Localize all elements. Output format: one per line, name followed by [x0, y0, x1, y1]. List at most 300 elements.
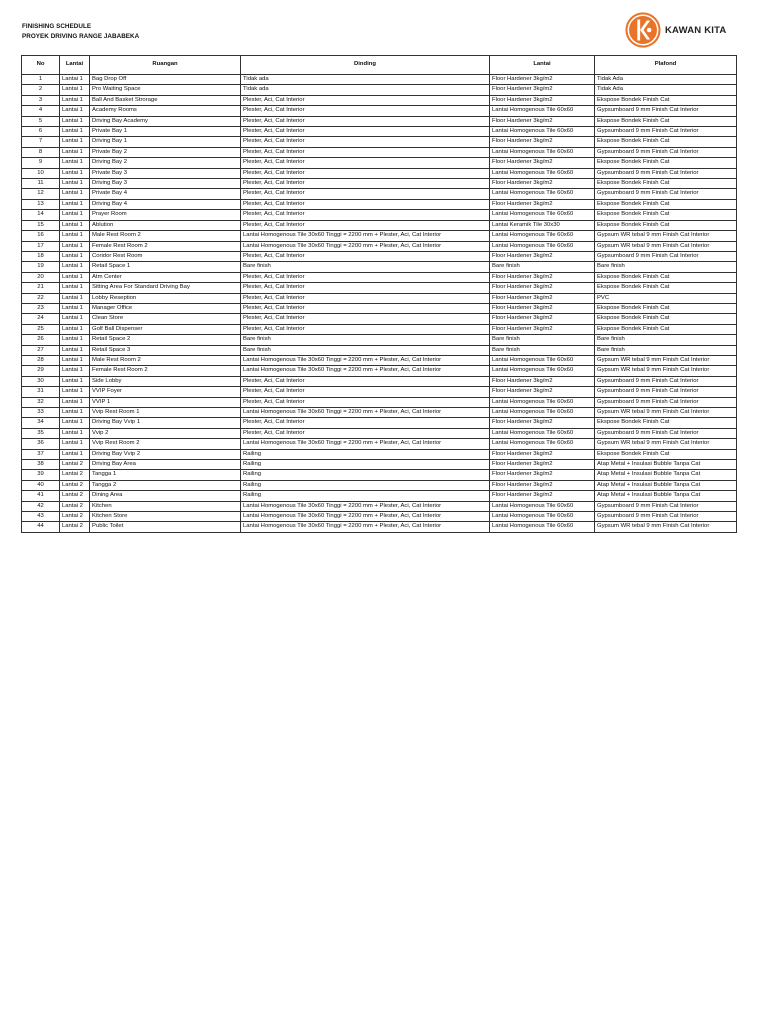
cell-lantai: Lantai 1 — [60, 95, 90, 105]
cell-lantai-finish: Floor Hardener 3kg/m2 — [490, 85, 595, 95]
cell-no: 44 — [22, 522, 60, 532]
table-row — [22, 408, 737, 418]
kawan-kita-logo-icon — [624, 11, 662, 49]
cell-lantai-finish: Lantai Homogenous Tile 60x60 — [490, 355, 595, 365]
cell-dinding: Railing — [241, 460, 490, 470]
cell-ruangan: Side Lobby — [90, 376, 241, 386]
cell-lantai: Lantai 1 — [60, 231, 90, 241]
table-row — [22, 460, 737, 470]
table-row — [22, 251, 737, 261]
cell-ruangan: Coridor Rest Room — [90, 251, 241, 261]
table-body — [22, 75, 737, 533]
cell-no: 12 — [22, 189, 60, 199]
table-row — [22, 355, 737, 365]
cell-lantai: Lantai 1 — [60, 75, 90, 85]
cell-dinding: Bare finish — [241, 345, 490, 355]
cell-plafond: Gypsumboard 9 mm Finish Cat Interior — [595, 147, 737, 157]
column-header-no: No — [22, 56, 60, 75]
cell-lantai: Lantai 1 — [60, 262, 90, 272]
cell-lantai: Lantai 1 — [60, 158, 90, 168]
cell-ruangan: Tangga 2 — [90, 480, 241, 490]
cell-lantai: Lantai 1 — [60, 179, 90, 189]
cell-lantai: Lantai 1 — [60, 293, 90, 303]
cell-lantai-finish: Floor Hardener 3kg/m2 — [490, 387, 595, 397]
cell-lantai: Lantai 2 — [60, 470, 90, 480]
cell-no: 7 — [22, 137, 60, 147]
cell-ruangan: Public Toilet — [90, 522, 241, 532]
table-row — [22, 376, 737, 386]
cell-ruangan: Vvip 2 — [90, 428, 241, 438]
cell-lantai-finish: Bare finish — [490, 345, 595, 355]
cell-lantai: Lantai 1 — [60, 439, 90, 449]
cell-lantai-finish: Lantai Homogenous Tile 60x60 — [490, 168, 595, 178]
cell-lantai: Lantai 1 — [60, 324, 90, 334]
cell-dinding: Plester, Aci, Cat Interior — [241, 147, 490, 157]
column-header-lantai-finish: Lantai — [490, 56, 595, 75]
cell-plafond: Ekspose Bondek Finish Cat — [595, 283, 737, 293]
cell-lantai: Lantai 1 — [60, 199, 90, 209]
cell-dinding: Plester, Aci, Cat Interior — [241, 251, 490, 261]
column-header-plafond: Plafond — [595, 56, 737, 75]
cell-dinding: Plester, Aci, Cat Interior — [241, 189, 490, 199]
cell-dinding: Plester, Aci, Cat Interior — [241, 303, 490, 313]
table-row — [22, 189, 737, 199]
table-row — [22, 428, 737, 438]
table-row — [22, 418, 737, 428]
cell-dinding: Lantai Homogenous Tile 30x60 Tinggi = 2200 mm + Plester, Aci, Cat Interior — [241, 512, 490, 522]
table-header-row — [22, 56, 737, 75]
cell-no: 5 — [22, 116, 60, 126]
cell-plafond: Gypsumboard 9 mm Finish Cat Interior — [595, 512, 737, 522]
cell-lantai: Lantai 1 — [60, 449, 90, 459]
cell-plafond: Ekspose Bondek Finish Cat — [595, 272, 737, 282]
cell-dinding: Plester, Aci, Cat Interior — [241, 179, 490, 189]
table-row — [22, 449, 737, 459]
cell-no: 40 — [22, 480, 60, 490]
cell-no: 33 — [22, 408, 60, 418]
cell-ruangan: Academy Rooms — [90, 106, 241, 116]
cell-dinding: Plester, Aci, Cat Interior — [241, 127, 490, 137]
cell-lantai: Lantai 2 — [60, 522, 90, 532]
cell-no: 15 — [22, 220, 60, 230]
title-line-2: PROYEK DRIVING RANGE JABABEKA — [22, 33, 140, 40]
cell-ruangan: Retail Space 1 — [90, 262, 241, 272]
table-row — [22, 293, 737, 303]
table-row — [22, 439, 737, 449]
cell-no: 9 — [22, 158, 60, 168]
table-row — [22, 231, 737, 241]
cell-lantai: Lantai 1 — [60, 116, 90, 126]
cell-lantai: Lantai 2 — [60, 512, 90, 522]
cell-no: 18 — [22, 251, 60, 261]
cell-lantai: Lantai 2 — [60, 491, 90, 501]
cell-ruangan: Male Rest Room 2 — [90, 355, 241, 365]
cell-lantai: Lantai 1 — [60, 355, 90, 365]
cell-lantai-finish: Floor Hardener 3kg/m2 — [490, 116, 595, 126]
cell-lantai-finish: Lantai Homogenous Tile 60x60 — [490, 127, 595, 137]
table-row — [22, 85, 737, 95]
table-row — [22, 314, 737, 324]
cell-plafond: Ekspose Bondek Finish Cat — [595, 314, 737, 324]
cell-lantai: Lantai 1 — [60, 345, 90, 355]
table-row — [22, 303, 737, 313]
cell-ruangan: Driving Bay Academy — [90, 116, 241, 126]
table-row — [22, 220, 737, 230]
cell-lantai: Lantai 1 — [60, 387, 90, 397]
cell-plafond: Tidak Ada — [595, 85, 737, 95]
table-row — [22, 480, 737, 490]
cell-plafond: Ekspose Bondek Finish Cat — [595, 158, 737, 168]
cell-no: 11 — [22, 179, 60, 189]
table-row — [22, 470, 737, 480]
cell-lantai-finish: Floor Hardener 3kg/m2 — [490, 303, 595, 313]
cell-dinding: Lantai Homogenous Tile 30x60 Tinggi = 2200 mm + Plester, Aci, Cat Interior — [241, 439, 490, 449]
cell-dinding: Plester, Aci, Cat Interior — [241, 137, 490, 147]
cell-dinding: Tidak ada — [241, 75, 490, 85]
cell-no: 21 — [22, 283, 60, 293]
cell-lantai-finish: Lantai Homogenous Tile 60x60 — [490, 501, 595, 511]
cell-dinding: Plester, Aci, Cat Interior — [241, 199, 490, 209]
cell-lantai-finish: Floor Hardener 3kg/m2 — [490, 95, 595, 105]
cell-plafond: Gypsum WR tebal 9 mm Finish Cat Interior — [595, 241, 737, 251]
cell-lantai: Lantai 1 — [60, 127, 90, 137]
cell-ruangan: Private Bay 2 — [90, 147, 241, 157]
cell-lantai-finish: Floor Hardener 3kg/m2 — [490, 314, 595, 324]
cell-ruangan: Male Rest Room 2 — [90, 231, 241, 241]
cell-lantai-finish: Floor Hardener 3kg/m2 — [490, 251, 595, 261]
cell-plafond: Atap Metal + Insulasi Bubble Tanpa Cat — [595, 480, 737, 490]
table-row — [22, 491, 737, 501]
cell-no: 42 — [22, 501, 60, 511]
cell-lantai-finish: Floor Hardener 3kg/m2 — [490, 449, 595, 459]
cell-lantai-finish: Lantai Homogenous Tile 60x60 — [490, 397, 595, 407]
cell-ruangan: Bag Drop Off — [90, 75, 241, 85]
cell-lantai-finish: Lantai Homogenous Tile 60x60 — [490, 428, 595, 438]
cell-lantai: Lantai 1 — [60, 272, 90, 282]
cell-ruangan: Driving Bay 3 — [90, 179, 241, 189]
cell-ruangan: Golf Ball Dispenser — [90, 324, 241, 334]
cell-plafond: Ekspose Bondek Finish Cat — [595, 418, 737, 428]
cell-no: 34 — [22, 418, 60, 428]
cell-dinding: Plester, Aci, Cat Interior — [241, 324, 490, 334]
cell-ruangan: Driving Bay Vvip 1 — [90, 418, 241, 428]
table-row — [22, 137, 737, 147]
cell-no: 24 — [22, 314, 60, 324]
cell-lantai: Lantai 1 — [60, 251, 90, 261]
cell-ruangan: Retail Space 2 — [90, 335, 241, 345]
cell-dinding: Plester, Aci, Cat Interior — [241, 376, 490, 386]
table-row — [22, 501, 737, 511]
cell-plafond: Ekspose Bondek Finish Cat — [595, 303, 737, 313]
cell-lantai-finish: Floor Hardener 3kg/m2 — [490, 179, 595, 189]
cell-no: 16 — [22, 231, 60, 241]
cell-lantai: Lantai 1 — [60, 283, 90, 293]
cell-dinding: Lantai Homogenous Tile 30x60 Tinggi = 2200 mm + Plester, Aci, Cat Interior — [241, 241, 490, 251]
cell-ruangan: Kitchen — [90, 501, 241, 511]
cell-dinding: Plester, Aci, Cat Interior — [241, 210, 490, 220]
cell-lantai: Lantai 1 — [60, 241, 90, 251]
cell-dinding: Plester, Aci, Cat Interior — [241, 293, 490, 303]
cell-dinding: Railing — [241, 470, 490, 480]
cell-dinding: Plester, Aci, Cat Interior — [241, 220, 490, 230]
table-row — [22, 272, 737, 282]
cell-ruangan: Retail Space 3 — [90, 345, 241, 355]
cell-lantai-finish: Floor Hardener 3kg/m2 — [490, 470, 595, 480]
cell-dinding: Plester, Aci, Cat Interior — [241, 397, 490, 407]
cell-plafond: Gypsumboard 9 mm Finish Cat Interior — [595, 127, 737, 137]
cell-ruangan: Ablution — [90, 220, 241, 230]
cell-ruangan: Manager Office — [90, 303, 241, 313]
cell-lantai: Lantai 1 — [60, 137, 90, 147]
table-row — [22, 397, 737, 407]
cell-plafond: Gypsumboard 9 mm Finish Cat Interior — [595, 397, 737, 407]
cell-ruangan: Driving Bay Area — [90, 460, 241, 470]
cell-no: 23 — [22, 303, 60, 313]
cell-no: 29 — [22, 366, 60, 376]
cell-no: 31 — [22, 387, 60, 397]
cell-plafond: Gypsumboard 9 mm Finish Cat Interior — [595, 106, 737, 116]
cell-plafond: Bare finish — [595, 262, 737, 272]
table-row — [22, 199, 737, 209]
cell-plafond: Ekspose Bondek Finish Cat — [595, 95, 737, 105]
column-header-dinding: Dinding — [241, 56, 490, 75]
cell-ruangan: Driving Bay Vvip 2 — [90, 449, 241, 459]
table-row — [22, 95, 737, 105]
cell-plafond: Atap Metal + Insulasi Bubble Tanpa Cat — [595, 470, 737, 480]
cell-ruangan: Kitchen Store — [90, 512, 241, 522]
cell-dinding: Plester, Aci, Cat Interior — [241, 387, 490, 397]
cell-no: 27 — [22, 345, 60, 355]
cell-dinding: Railing — [241, 449, 490, 459]
cell-dinding: Lantai Homogenous Tile 30x60 Tinggi = 2200 mm + Plester, Aci, Cat Interior — [241, 355, 490, 365]
cell-lantai-finish: Floor Hardener 3kg/m2 — [490, 376, 595, 386]
cell-dinding: Lantai Homogenous Tile 30x60 Tinggi = 2200 mm + Plester, Aci, Cat Interior — [241, 231, 490, 241]
cell-dinding: Plester, Aci, Cat Interior — [241, 95, 490, 105]
cell-no: 13 — [22, 199, 60, 209]
cell-dinding: Plester, Aci, Cat Interior — [241, 418, 490, 428]
cell-no: 28 — [22, 355, 60, 365]
table-row — [22, 179, 737, 189]
cell-dinding: Plester, Aci, Cat Interior — [241, 168, 490, 178]
cell-lantai-finish: Floor Hardener 3kg/m2 — [490, 199, 595, 209]
cell-lantai: Lantai 1 — [60, 147, 90, 157]
table-row — [22, 387, 737, 397]
cell-dinding: Railing — [241, 480, 490, 490]
cell-lantai-finish: Lantai Homogenous Tile 60x60 — [490, 439, 595, 449]
cell-plafond: Gypsum WR tebal 9 mm Finish Cat Interior — [595, 522, 737, 532]
cell-lantai: Lantai 1 — [60, 220, 90, 230]
cell-plafond: Tidak Ada — [595, 75, 737, 85]
table-row — [22, 522, 737, 532]
cell-dinding: Plester, Aci, Cat Interior — [241, 272, 490, 282]
title-line-1: FINISHING SCHEDULE — [22, 23, 92, 30]
cell-lantai-finish: Lantai Homogenous Tile 60x60 — [490, 147, 595, 157]
cell-lantai: Lantai 1 — [60, 85, 90, 95]
cell-no: 4 — [22, 106, 60, 116]
cell-lantai: Lantai 1 — [60, 303, 90, 313]
table-row — [22, 283, 737, 293]
cell-ruangan: Lobby Reseption — [90, 293, 241, 303]
cell-dinding: Lantai Homogenous Tile 30x60 Tinggi = 2200 mm + Plester, Aci, Cat Interior — [241, 366, 490, 376]
cell-ruangan: Ball And Basket Strorage — [90, 95, 241, 105]
cell-lantai: Lantai 1 — [60, 397, 90, 407]
cell-no: 38 — [22, 460, 60, 470]
cell-ruangan: Clean Store — [90, 314, 241, 324]
cell-no: 1 — [22, 75, 60, 85]
cell-ruangan: Sitting Area For Standard Driving Bay — [90, 283, 241, 293]
cell-plafond: Atap Metal + Insulasi Bubble Tanpa Cat — [595, 460, 737, 470]
table-row — [22, 75, 737, 85]
cell-ruangan: Driving Bay 4 — [90, 199, 241, 209]
table-row — [22, 366, 737, 376]
cell-dinding: Lantai Homogenous Tile 30x60 Tinggi = 2200 mm + Plester, Aci, Cat Interior — [241, 501, 490, 511]
table-row — [22, 241, 737, 251]
cell-lantai: Lantai 2 — [60, 480, 90, 490]
cell-lantai-finish: Floor Hardener 3kg/m2 — [490, 324, 595, 334]
cell-no: 14 — [22, 210, 60, 220]
cell-plafond: Gypsum WR tebal 9 mm Finish Cat Interior — [595, 366, 737, 376]
cell-lantai: Lantai 1 — [60, 335, 90, 345]
cell-lantai-finish: Bare finish — [490, 335, 595, 345]
cell-ruangan: Female Rest Room 2 — [90, 241, 241, 251]
cell-lantai-finish: Lantai Homogenous Tile 60x60 — [490, 106, 595, 116]
table-row — [22, 116, 737, 126]
cell-plafond: Gypsum WR tebal 9 mm Finish Cat Interior — [595, 231, 737, 241]
cell-lantai: Lantai 1 — [60, 366, 90, 376]
cell-lantai: Lantai 2 — [60, 501, 90, 511]
cell-no: 39 — [22, 470, 60, 480]
cell-plafond: Gypsum WR tebal 9 mm Finish Cat Interior — [595, 439, 737, 449]
cell-no: 25 — [22, 324, 60, 334]
cell-lantai-finish: Floor Hardener 3kg/m2 — [490, 283, 595, 293]
cell-lantai-finish: Lantai Keramik Tile 30x30 — [490, 220, 595, 230]
cell-ruangan: Atm Center — [90, 272, 241, 282]
cell-no: 30 — [22, 376, 60, 386]
cell-lantai-finish: Lantai Homogenous Tile 60x60 — [490, 231, 595, 241]
cell-no: 19 — [22, 262, 60, 272]
cell-dinding: Plester, Aci, Cat Interior — [241, 428, 490, 438]
cell-plafond: Gypsumboard 9 mm Finish Cat Interior — [595, 189, 737, 199]
cell-ruangan: Female Rest Room 2 — [90, 366, 241, 376]
cell-plafond: Gypsumboard 9 mm Finish Cat Interior — [595, 376, 737, 386]
cell-dinding: Bare finish — [241, 262, 490, 272]
cell-lantai: Lantai 2 — [60, 460, 90, 470]
cell-lantai-finish: Bare finish — [490, 262, 595, 272]
cell-dinding: Plester, Aci, Cat Interior — [241, 106, 490, 116]
cell-ruangan: Prayer Room — [90, 210, 241, 220]
cell-lantai: Lantai 1 — [60, 210, 90, 220]
logo-text: KAWAN KITA — [665, 24, 727, 36]
finishing-schedule-table — [21, 55, 737, 533]
cell-plafond: PVC — [595, 293, 737, 303]
cell-no: 26 — [22, 335, 60, 345]
cell-no: 35 — [22, 428, 60, 438]
table-row — [22, 210, 737, 220]
cell-plafond: Gypsumboard 9 mm Finish Cat Interior — [595, 168, 737, 178]
cell-lantai-finish: Floor Hardener 3kg/m2 — [490, 418, 595, 428]
cell-no: 22 — [22, 293, 60, 303]
cell-plafond: Ekspose Bondek Finish Cat — [595, 220, 737, 230]
cell-ruangan: Private Bay 4 — [90, 189, 241, 199]
cell-ruangan: Vvip Rest Room 2 — [90, 439, 241, 449]
cell-lantai: Lantai 1 — [60, 428, 90, 438]
cell-ruangan: Driving Bay 2 — [90, 158, 241, 168]
table-row — [22, 335, 737, 345]
cell-ruangan: VVIP Foyer — [90, 387, 241, 397]
cell-no: 17 — [22, 241, 60, 251]
table-row — [22, 127, 737, 137]
cell-no: 10 — [22, 168, 60, 178]
cell-lantai-finish: Floor Hardener 3kg/m2 — [490, 75, 595, 85]
cell-no: 32 — [22, 397, 60, 407]
table-row — [22, 147, 737, 157]
cell-lantai-finish: Lantai Homogenous Tile 60x60 — [490, 512, 595, 522]
cell-lantai-finish: Floor Hardener 3kg/m2 — [490, 293, 595, 303]
cell-no: 2 — [22, 85, 60, 95]
cell-plafond: Gypsum WR tebal 9 mm Finish Cat Interior — [595, 408, 737, 418]
cell-plafond: Bare finish — [595, 335, 737, 345]
cell-dinding: Lantai Homogenous Tile 30x60 Tinggi = 2200 mm + Plester, Aci, Cat Interior — [241, 408, 490, 418]
cell-lantai-finish: Floor Hardener 3kg/m2 — [490, 480, 595, 490]
cell-plafond: Gypsumboard 9 mm Finish Cat Interior — [595, 251, 737, 261]
cell-lantai-finish: Lantai Homogenous Tile 60x60 — [490, 189, 595, 199]
table-row — [22, 262, 737, 272]
cell-dinding: Plester, Aci, Cat Interior — [241, 158, 490, 168]
cell-plafond: Ekspose Bondek Finish Cat — [595, 210, 737, 220]
cell-plafond: Ekspose Bondek Finish Cat — [595, 116, 737, 126]
cell-no: 36 — [22, 439, 60, 449]
cell-ruangan: Private Bay 1 — [90, 127, 241, 137]
cell-dinding: Lantai Homogenous Tile 30x60 Tinggi = 2200 mm + Plester, Aci, Cat Interior — [241, 522, 490, 532]
cell-plafond: Ekspose Bondek Finish Cat — [595, 179, 737, 189]
table-row — [22, 345, 737, 355]
cell-lantai-finish: Floor Hardener 3kg/m2 — [490, 158, 595, 168]
cell-lantai-finish: Lantai Homogenous Tile 60x60 — [490, 408, 595, 418]
cell-no: 8 — [22, 147, 60, 157]
cell-ruangan: VVIP 1 — [90, 397, 241, 407]
cell-plafond: Ekspose Bondek Finish Cat — [595, 199, 737, 209]
cell-lantai-finish: Floor Hardener 3kg/m2 — [490, 272, 595, 282]
cell-no: 3 — [22, 95, 60, 105]
cell-no: 41 — [22, 491, 60, 501]
table-row — [22, 106, 737, 116]
cell-dinding: Bare finish — [241, 335, 490, 345]
cell-no: 6 — [22, 127, 60, 137]
table-row — [22, 512, 737, 522]
cell-no: 37 — [22, 449, 60, 459]
cell-lantai-finish: Floor Hardener 3kg/m2 — [490, 460, 595, 470]
cell-lantai-finish: Lantai Homogenous Tile 60x60 — [490, 522, 595, 532]
cell-plafond: Bare finish — [595, 345, 737, 355]
cell-lantai: Lantai 1 — [60, 189, 90, 199]
cell-ruangan: Vvip Rest Room 1 — [90, 408, 241, 418]
cell-plafond: Gypsumboard 9 mm Finish Cat Interior — [595, 428, 737, 438]
cell-lantai: Lantai 1 — [60, 418, 90, 428]
cell-dinding: Plester, Aci, Cat Interior — [241, 314, 490, 324]
cell-lantai-finish: Lantai Homogenous Tile 60x60 — [490, 210, 595, 220]
document-title — [22, 22, 139, 42]
table-row — [22, 158, 737, 168]
cell-ruangan: Pro Waiting Space — [90, 85, 241, 95]
cell-dinding: Tidak ada — [241, 85, 490, 95]
cell-ruangan: Driving Bay 1 — [90, 137, 241, 147]
cell-lantai: Lantai 1 — [60, 106, 90, 116]
table-row — [22, 168, 737, 178]
company-logo — [624, 11, 726, 49]
cell-lantai: Lantai 1 — [60, 168, 90, 178]
column-header-lantai: Lantai — [60, 56, 90, 75]
cell-plafond: Gypsum WR tebal 9 mm Finish Cat Interior — [595, 355, 737, 365]
